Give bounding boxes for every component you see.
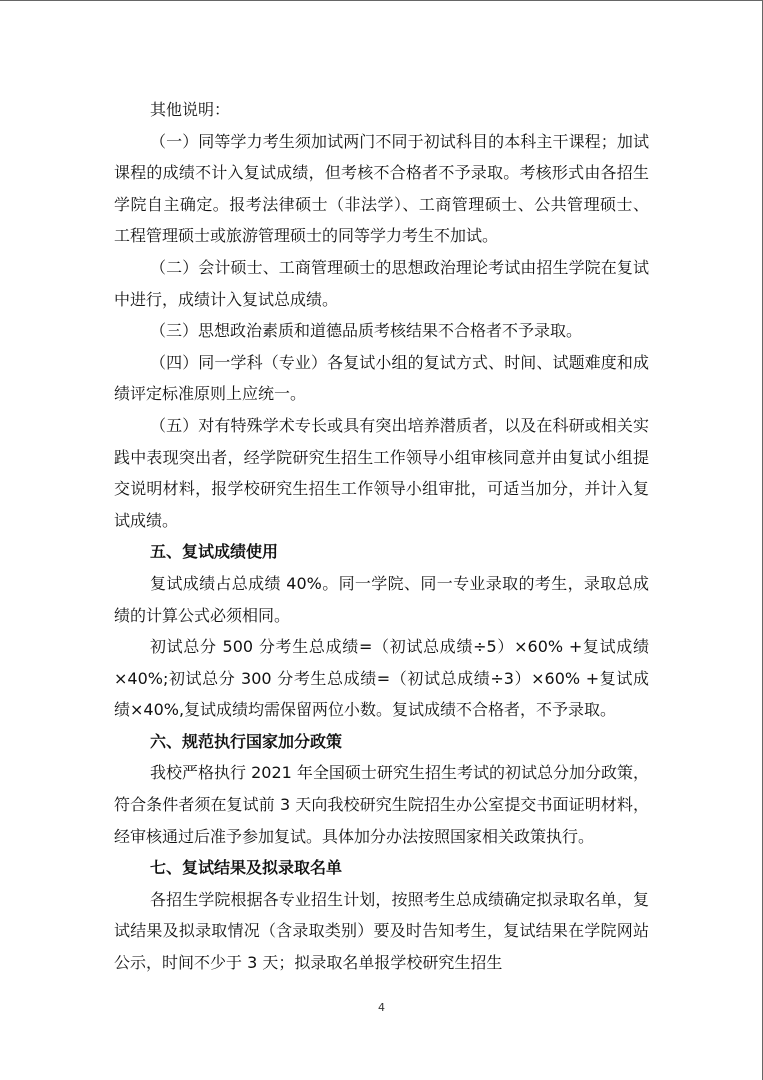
paragraph-note-3: （三）思想政治素质和道德品质考核结果不合格者不予录取。 (150, 321, 583, 341)
paragraph-note-1: （一）同等学力考生须加试两门不同于初试科目的本科主干课程；加试课程的成绩不计入复试成绩，但考核不合格者不予录取。考核形式由各招生学院自主确定。报考法律硕士（非法学）、工商管理硕士、公共管理硕士、工程管理硕士或旅游管理硕士的同等学力考生不加试。 (114, 131, 649, 246)
section-heading-5: 五、复试成绩使用 (150, 542, 279, 562)
paragraph-score-weight: 复试成绩占总成绩 40%。同一学院、同一专业录取的考生，录取总成绩的计算公式必须相同。 (114, 573, 649, 625)
paragraph-other-notes-heading: 其他说明： (150, 100, 231, 119)
paragraph-admission-list: 各招生学院根据各专业招生计划，按照考生总成绩确定拟录取名单，复试结果及拟录取情况（含录取类别）要及时告知考生，复试结果在学院网站公示，时间不少于 3 天；拟录取名单报学校研究生招生 (114, 889, 649, 973)
paragraph-note-2: （二）会计硕士、工商管理硕士的思想政治理论考试由招生学院在复试中进行，成绩计入复试总成绩。 (114, 257, 649, 309)
section-heading-6: 六、规范执行国家加分政策 (150, 731, 343, 751)
paragraph-bonus-policy: 我校严格执行 2021 年全国硕士研究生招生考试的初试总分加分政策，符合条件者须在复试前 3 天向我校研究生院招生办公室提交书面证明材料，经审核通过后准予参加复试。具体加分办法按照国家相关政策执行。 (114, 763, 649, 846)
paragraph-note-4: （四）同一学科（专业）各复试小组的复试方式、时间、试题难度和成绩评定标准原则上应统一。 (114, 352, 649, 404)
page-number: 4 (378, 1001, 385, 1014)
paragraph-score-formula: 初试总分 500 分考生总成绩=（初试总成绩÷5）×60% +复试成绩×40%;初试总分 300 分考生总成绩=（初试总成绩÷3）×60% +复试成绩×40%,复试成绩均需保留两位小数。复试成绩不合格者，不予录取。 (114, 637, 649, 720)
document-body (114, 94, 649, 979)
paragraph-note-5: （五）对有特殊学术专长或具有突出培养潜质者，以及在科研或相关实践中表现突出者，经学院研究生招生工作领导小组审核同意并由复试小组提交说明材料，报学校研究生招生工作领导小组审批，可适当加分，并计入复试成绩。 (114, 415, 649, 530)
section-heading-7: 七、复试结果及拟录取名单 (150, 858, 343, 878)
